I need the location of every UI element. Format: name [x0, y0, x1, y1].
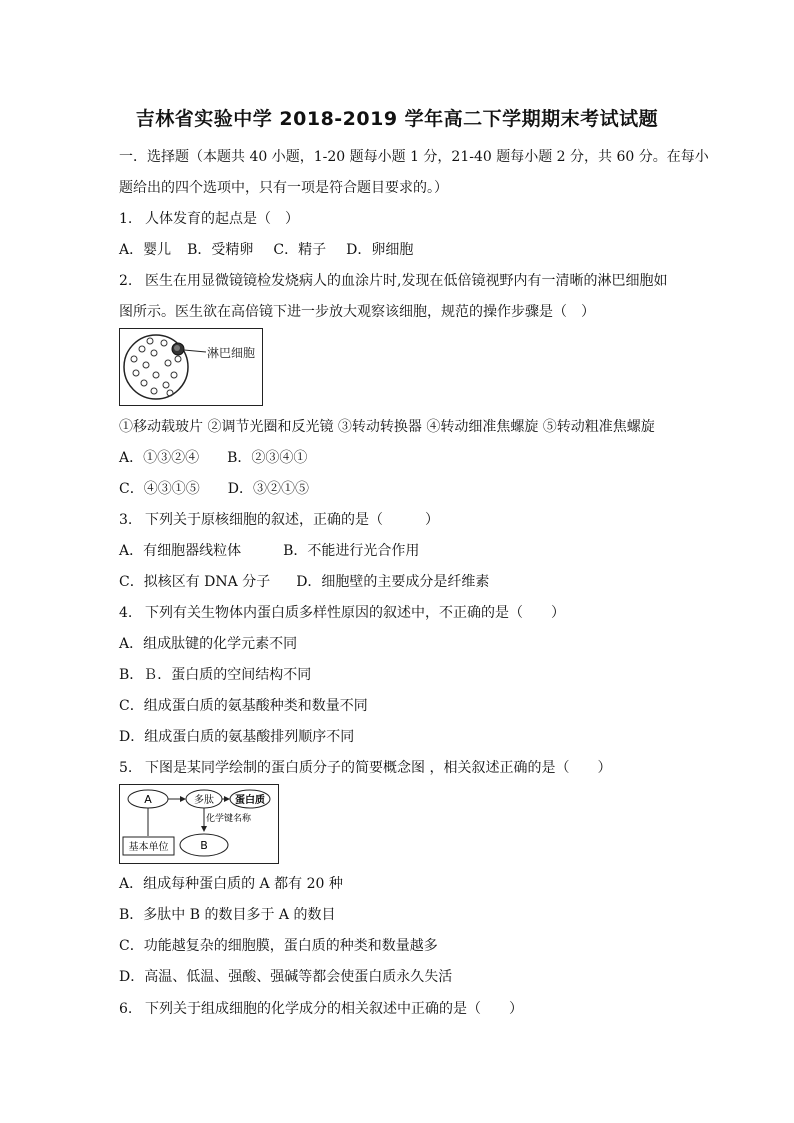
question-3-options-row1	[119, 540, 419, 560]
question-number: 1.	[119, 211, 133, 227]
question-2-stem-line1	[119, 270, 667, 290]
question-number: 2.	[119, 273, 133, 289]
question-text: 下图是某同学绘制的蛋白质分子的简要概念图 ，相关叙述正确的是（ ）	[145, 760, 612, 776]
protein-concept-svg	[120, 785, 278, 863]
option-a: A．①③②④	[119, 450, 200, 466]
node-peptide-label: 多肽	[194, 795, 214, 806]
node-b-label: B	[200, 839, 208, 852]
option-d: D．③②①⑤	[227, 481, 309, 497]
question-6-stem	[119, 998, 523, 1018]
question-text: 人体发育的起点是（ ）	[145, 211, 299, 227]
question-text: 下列有关生物体内蛋白质多样性原因的叙述中，不正确的是（ ）	[145, 605, 565, 621]
question-4-option-d: D．组成蛋白质的氨基酸排列顺序不同	[119, 729, 355, 745]
question-number: 5.	[119, 760, 133, 776]
option-a: A．婴儿	[119, 242, 172, 258]
option-c: C．精子	[273, 242, 327, 258]
question-2-steps: ①移动载玻片 ②调节光圈和反光镜 ③转动转换器 ④转动细准焦螺旋 ⑤转动粗准焦螺旋	[119, 419, 655, 435]
question-3-stem	[119, 509, 439, 529]
question-text: 下列关于组成细胞的化学成分的相关叙述中正确的是（ ）	[145, 1001, 523, 1017]
question-text: 医生在用显微镜镜检发烧病人的血涂片时,发现在低倍镜视野内有一清晰的淋巴细胞如	[145, 273, 668, 289]
option-a: A．有细胞器线粒体	[119, 543, 242, 559]
option-b: B．②③④①	[227, 450, 308, 466]
node-unit-label: 基本单位	[128, 842, 169, 853]
page-title: 吉林省实验中学 2018-2019 学年高二下学期期末考试试题	[135, 108, 659, 130]
question-5-option-b: B．多肽中 B 的数目多于 A 的数目	[119, 907, 336, 923]
section-instructions-line1: 一．选择题（本题共 40 小题，1-20 题每小题 1 分，21-40 题每小题 2 分，共 60 分。在每小	[119, 149, 709, 165]
option-c: C．④③①⑤	[119, 481, 200, 497]
question-number: 4.	[119, 605, 133, 621]
question-3-options-row2	[119, 571, 489, 591]
option-c: C．拟核区有 DNA 分子	[119, 574, 271, 590]
node-a-label: A	[144, 793, 152, 806]
question-5-option-c: C．功能越复杂的细胞膜，蛋白质的种类和数量越多	[119, 938, 438, 954]
question-4-option-a: A．组成肽键的化学元素不同	[119, 636, 298, 652]
section-instructions-line2: 题给出的四个选项中，只有一项是符合题目要求的。）	[119, 180, 448, 196]
question-2-options-row2	[119, 478, 309, 498]
question-number: 3.	[119, 512, 133, 528]
question-2-stem-line2: 图所示。医生欲在高倍镜下进一步放大观察该细胞，规范的操作步骤是（ ）	[119, 304, 595, 320]
lymphocyte-label: 淋巴细胞	[207, 346, 256, 360]
question-4-option-c: C．组成蛋白质的氨基酸种类和数量不同	[119, 698, 368, 714]
microscope-field-svg	[120, 329, 262, 405]
question-4-option-b: B．Ｂ．蛋白质的空间结构不同	[119, 667, 312, 683]
microscope-field-figure	[119, 328, 263, 406]
question-5-stem	[119, 757, 611, 777]
question-5-option-a: A．组成每种蛋白质的 A 都有 20 种	[119, 876, 343, 892]
option-b: B．不能进行光合作用	[283, 543, 420, 559]
question-4-stem	[119, 602, 565, 622]
question-text: 下列关于原核细胞的叙述，正确的是（ ）	[145, 512, 439, 528]
protein-concept-diagram	[119, 784, 279, 864]
question-5-option-d: D．高温、低温、强酸、强碱等都会使蛋白质永久失活	[119, 969, 453, 985]
question-number: 6.	[119, 1001, 133, 1017]
question-2-options-row1	[119, 447, 307, 467]
option-d: D．细胞壁的主要成分是纤维素	[296, 574, 490, 590]
bond-label: 化学键名称	[206, 814, 252, 824]
question-1-options	[119, 239, 413, 259]
question-1-stem	[119, 208, 299, 228]
option-b: B．受精卵	[187, 242, 254, 258]
option-d: D．卵细胞	[346, 242, 414, 258]
node-protein-label: 蛋白质	[235, 795, 265, 806]
